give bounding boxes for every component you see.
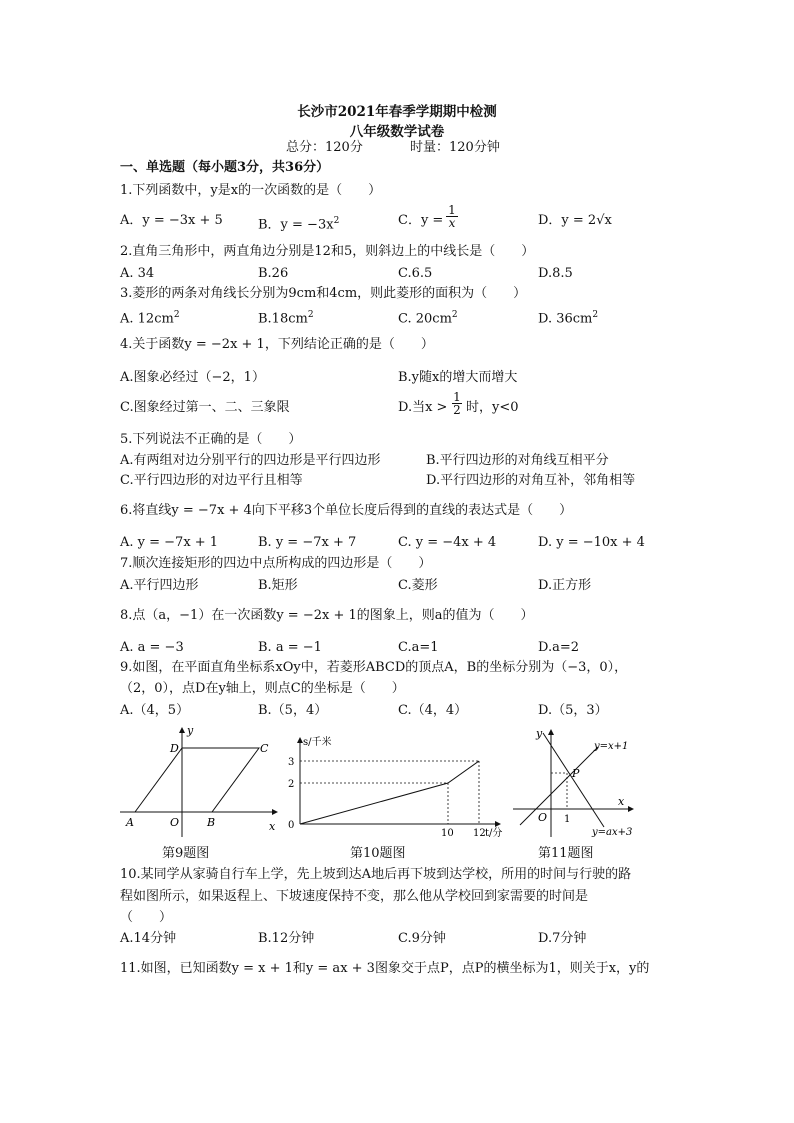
figure-10-caption: 第10题图 bbox=[350, 846, 406, 861]
vertex-a-label: A bbox=[126, 816, 134, 829]
q3-option-a bbox=[120, 307, 180, 327]
q10-stem-line1: 10.某同学从家骑自行车上学，先上坡到达A地后再下坡到达学校，所用的时间与行驶的路 bbox=[120, 867, 632, 882]
q9-option-d: D.（5，3） bbox=[538, 703, 608, 718]
fraction-denominator: 2 bbox=[453, 403, 461, 417]
q5-option-b: B.平行四边形的对角线互相平分 bbox=[426, 453, 609, 468]
figure-10-graph bbox=[285, 732, 510, 842]
q5-option-d: D.平行四边形的对角互补，邻角相等 bbox=[426, 473, 636, 488]
q3-option-d bbox=[538, 307, 598, 327]
q6-option-a: A. y = −7x + 1 bbox=[120, 535, 219, 550]
q8-option-c: C.a=1 bbox=[398, 640, 439, 655]
q1-option-b-text: B．y = −3x bbox=[258, 217, 334, 233]
q6-option-c: C. y = −4x + 4 bbox=[398, 535, 497, 550]
figure-11-caption: 第11题图 bbox=[538, 846, 594, 861]
total-score: 总分：120分 bbox=[286, 140, 363, 155]
q3-option-a-text: A. 12cm bbox=[120, 311, 174, 327]
line-y-x-plus-1 bbox=[520, 747, 598, 825]
q2-option-c: C.6.5 bbox=[398, 266, 433, 281]
y-axis-label: s/千米 bbox=[303, 737, 332, 748]
q1-stem: 1.下列函数中，y是x的一次函数的是（ ） bbox=[120, 183, 382, 198]
q10-option-a: A.14分钟 bbox=[120, 931, 177, 946]
q8-stem: 8.点（a，−1）在一次函数y = −2x + 1的图象上，则a的值为（ ） bbox=[120, 608, 534, 623]
x-axis-label: t/分 bbox=[485, 828, 503, 839]
unit-exponent: 2 bbox=[592, 310, 599, 320]
q7-option-b: B.矩形 bbox=[258, 578, 298, 593]
q1-option-c: C．y = bbox=[398, 213, 444, 228]
tick-10: 10 bbox=[441, 828, 454, 839]
q9-option-a: A.（4，5） bbox=[120, 703, 190, 718]
q1-option-b bbox=[258, 213, 339, 233]
line2-label: y=ax+3 bbox=[592, 827, 633, 838]
section-heading: 一、单选题（每小题3分，共36分） bbox=[120, 160, 330, 175]
q7-option-a: A.平行四边形 bbox=[120, 578, 199, 593]
unit-exponent: 2 bbox=[307, 310, 314, 320]
fraction-numerator: 1 bbox=[446, 204, 458, 217]
line1-label: y=x+1 bbox=[594, 741, 629, 752]
q2-option-a: A. 34 bbox=[120, 266, 155, 281]
q3-option-b bbox=[258, 307, 314, 327]
q1-option-d: D．y = 2√x bbox=[538, 213, 612, 228]
q7-stem: 7.顺次连接矩形的四边中点所构成的四边形是（ ） bbox=[120, 556, 432, 571]
q9-stem-line1: 9.如图，在平面直角坐标系xOy中，若菱形ABCD的顶点A，B的坐标分别为（−3，0）， bbox=[120, 660, 628, 675]
tick-12: 12 bbox=[473, 828, 486, 839]
q4-option-d-post: 时，y<0 bbox=[466, 400, 519, 415]
q1-option-b-exponent: 2 bbox=[333, 216, 340, 226]
q10-option-d: D.7分钟 bbox=[538, 931, 587, 946]
q4-stem: 4.关于函数y = −2x + 1，下列结论正确的是（ ） bbox=[120, 337, 434, 352]
figure-9-caption: 第9题图 bbox=[162, 846, 210, 861]
q10-option-b: B.12分钟 bbox=[258, 931, 315, 946]
q3-stem: 3.菱形的两条对角线长分别为9cm和4cm，则此菱形的面积为（ ） bbox=[120, 286, 527, 301]
origin-label: O bbox=[170, 816, 180, 829]
q1-option-a: A．y = −3x + 5 bbox=[120, 213, 223, 228]
exam-subtitle: 八年级数学试卷 bbox=[349, 124, 445, 140]
q3-option-c bbox=[398, 307, 458, 327]
q5-option-a: A.有两组对边分别平行的四边形是平行四边形 bbox=[120, 453, 381, 468]
axis-y-label: y bbox=[187, 724, 194, 737]
q10-option-c: C.9分钟 bbox=[398, 931, 446, 946]
q6-stem: 6.将直线y = −7x + 4向下平移3个单位长度后得到的直线的表达式是（ ） bbox=[120, 503, 573, 518]
tick-3: 3 bbox=[288, 757, 295, 768]
rhombus-abcd bbox=[135, 748, 259, 812]
q8-option-b: B. a = −1 bbox=[258, 640, 322, 655]
q9-stem-line2: （2，0），点D在y轴上，则点C的坐标是（ ） bbox=[120, 681, 405, 696]
q6-option-b: B. y = −7x + 7 bbox=[258, 535, 357, 550]
q10-stem-line3: （ ） bbox=[120, 910, 173, 925]
q10-stem-line2: 程如图所示，如果返程上、下坡速度保持不变，那么他从学校回到家需要的时间是 bbox=[120, 889, 589, 904]
q3-option-b-text: B.18cm bbox=[258, 311, 308, 327]
vertex-c-label: C bbox=[260, 742, 269, 755]
q2-option-d: D.8.5 bbox=[538, 266, 573, 281]
q8-option-d: D.a=2 bbox=[538, 640, 580, 655]
q5-option-c: C.平行四边形的对边平行且相等 bbox=[120, 473, 303, 488]
q9-option-c: C.（4，4） bbox=[398, 703, 468, 718]
q2-stem: 2.直角三角形中，两直角边分别是12和5，则斜边上的中线长是（ ） bbox=[120, 244, 535, 259]
vertex-d-label: D bbox=[170, 742, 179, 755]
q4-option-c: C.图象经过第一、二、三象限 bbox=[120, 400, 290, 415]
q4-option-b: B.y随x的增大而增大 bbox=[398, 370, 518, 385]
tick-1: 1 bbox=[564, 814, 571, 825]
q7-option-d: D.正方形 bbox=[538, 578, 592, 593]
trip-line bbox=[300, 761, 479, 824]
exam-title: 长沙市2021年春季学期期中检测 bbox=[297, 104, 497, 120]
point-p-label: P bbox=[572, 767, 580, 780]
q2-option-b: B.26 bbox=[258, 266, 289, 281]
tick-0: 0 bbox=[288, 820, 295, 831]
exam-duration: 时量：120分钟 bbox=[410, 140, 500, 155]
q4-option-a: A.图象必经过（−2，1） bbox=[120, 370, 265, 385]
q3-option-d-text: D. 36cm bbox=[538, 311, 593, 327]
q6-option-d: D. y = −10x + 4 bbox=[538, 535, 645, 550]
unit-exponent: 2 bbox=[451, 310, 458, 320]
q8-option-a: A. a = −3 bbox=[120, 640, 184, 655]
axis-x-label: x bbox=[269, 820, 276, 833]
q9-option-b: B.（5，4） bbox=[258, 703, 328, 718]
fraction-denominator: x bbox=[448, 216, 456, 230]
unit-exponent: 2 bbox=[173, 310, 180, 320]
q4-option-d-pre: D.当x > bbox=[398, 400, 448, 415]
figure-11-lines bbox=[508, 725, 658, 843]
axis-y-label: y bbox=[536, 727, 543, 740]
figure-9-rhombus bbox=[115, 722, 285, 842]
q7-option-c: C.菱形 bbox=[398, 578, 438, 593]
tick-2: 2 bbox=[288, 779, 295, 790]
fraction-numerator: 1 bbox=[453, 390, 461, 404]
q1-option-c-fraction bbox=[446, 204, 458, 229]
origin-label: O bbox=[538, 811, 548, 824]
q3-option-c-text: C. 20cm bbox=[398, 311, 452, 327]
q5-stem: 5.下列说法不正确的是（ ） bbox=[120, 432, 302, 447]
vertex-b-label: B bbox=[207, 816, 216, 829]
axis-x-label: x bbox=[618, 795, 625, 808]
q4-option-d-fraction bbox=[452, 391, 462, 416]
q11-stem: 11.如图，已知函数y = x + 1和y = ax + 3图象交于点P，点P的横坐标为1，则关于x，y的 bbox=[120, 961, 650, 976]
